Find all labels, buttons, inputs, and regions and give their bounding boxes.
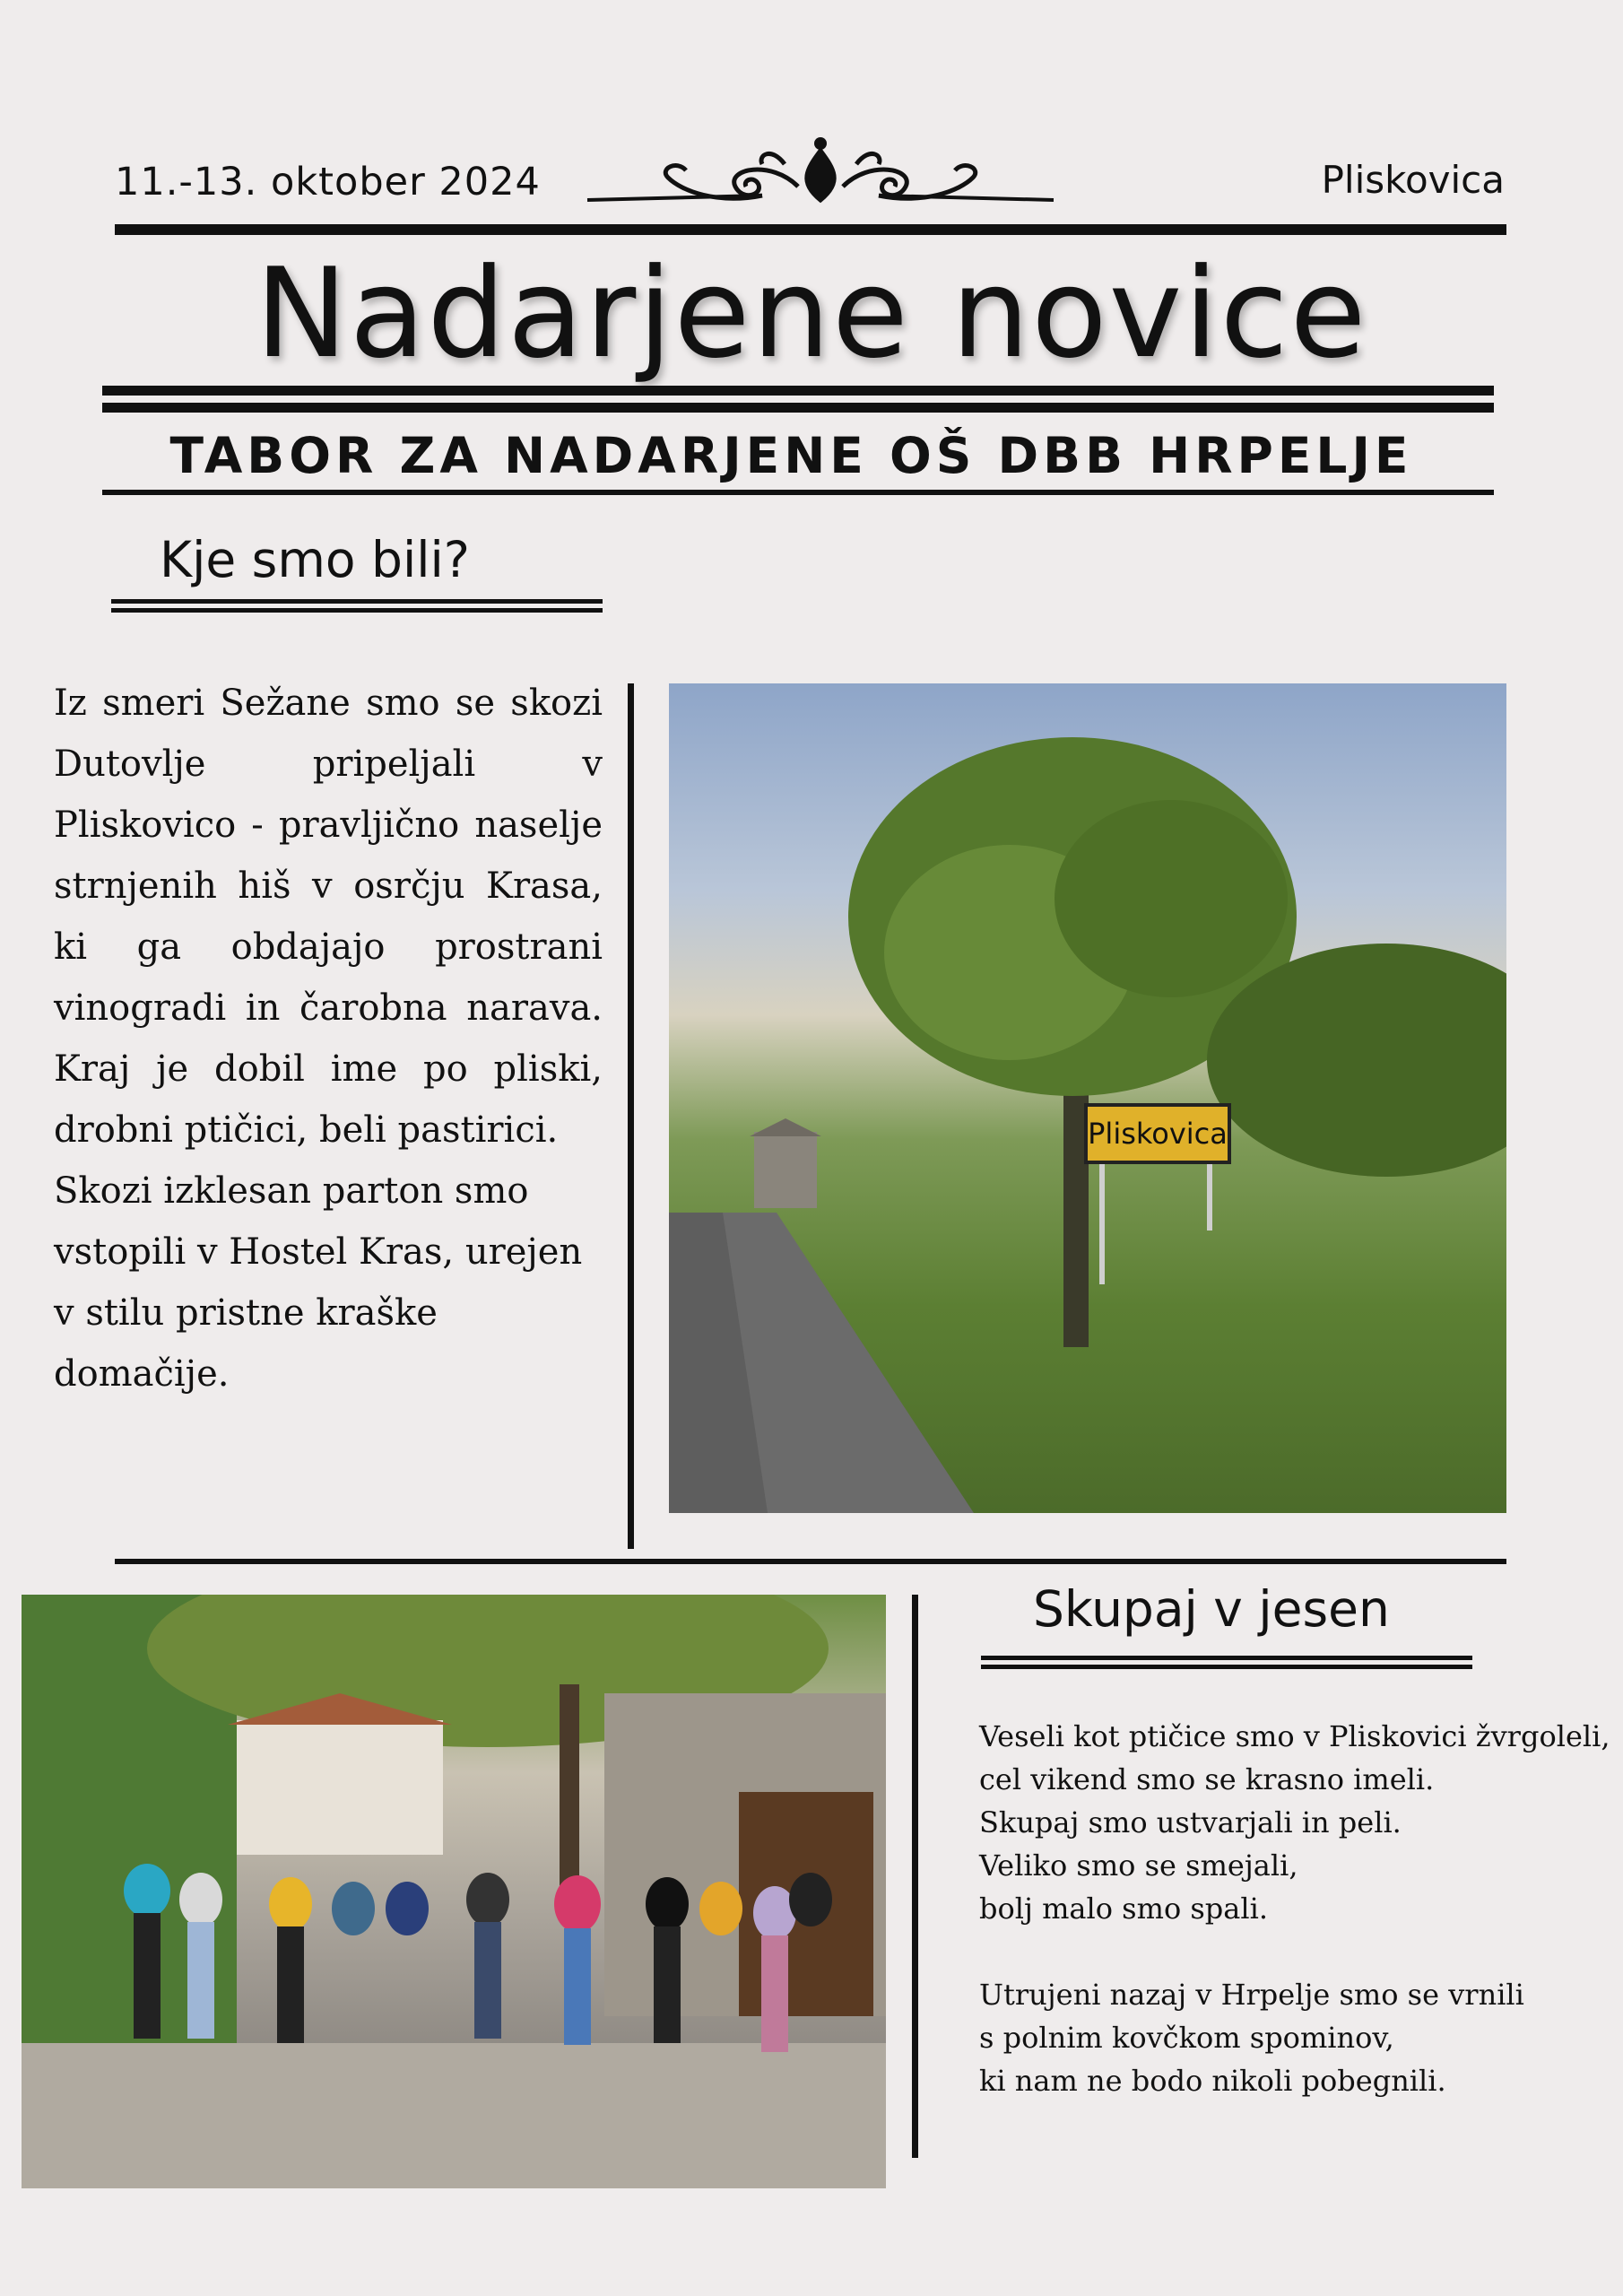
section-divider [115,1559,1506,1564]
subtitle: TABOR ZA NADARJENE OŠ DBB HRPELJE [169,427,1413,484]
poem-text: Veseli kot ptičice smo v Pliskovici žvrgoleli, cel vikend smo se krasno imeli. Skupaj smo ustvarjali in peli. Veliko smo se smejali, bolj malo smo spali. Utrujeni nazaj v Hrpelje smo se vrnili s polnim kovčkom spominov, ki nam ne bodo nikoli pobegnili. [979,1719,1610,2098]
section1-title-rule-1 [111,599,603,604]
location-label: Pliskovica [1321,158,1505,202]
masthead-title: Nadarjene novice [255,241,1368,386]
issue-date: 11.-13. oktober 2024 [115,160,541,204]
masthead-top-rule [115,224,1506,235]
masthead-rule-1 [102,386,1494,396]
road-sign-text: Pliskovica [1088,1117,1228,1151]
subtitle-rule [102,490,1494,495]
section-title-skupaj-v-jesen: Skupaj v jesen [1033,1580,1390,1638]
section2-title-rule-1 [981,1656,1472,1660]
story-text [54,673,603,1405]
ornament-icon [583,133,1058,213]
story-paragraph: Skozi izklesan parton smo vstopili v Hostel Kras, urejen v stilu pristne kraške domačije. [54,1170,583,1395]
story-paragraph: Iz smeri Sežane smo se skozi Dutovlje pripeljali v Pliskovico - pravljično naselje strnjenih hiš v osrčju Krasa, ki ga obdajajo prostrani vinogradi in čarobna narava. Kraj je dobil ime po pliski, drobni ptičici, beli pastirici. [54,683,603,1151]
section-title-kje-smo-bili: Kje smo bili? [160,531,470,588]
column-divider-2 [912,1595,918,2158]
masthead-rule-2 [102,403,1494,413]
section2-title-rule-2 [981,1665,1472,1669]
photo-pliskovica-road [669,683,1506,1513]
photo-group-students [22,1595,886,2188]
column-divider-1 [628,683,634,1549]
group-scene-image [22,1595,886,2188]
section1-title-rule-2 [111,608,603,613]
road-scene-image [669,683,1506,1513]
